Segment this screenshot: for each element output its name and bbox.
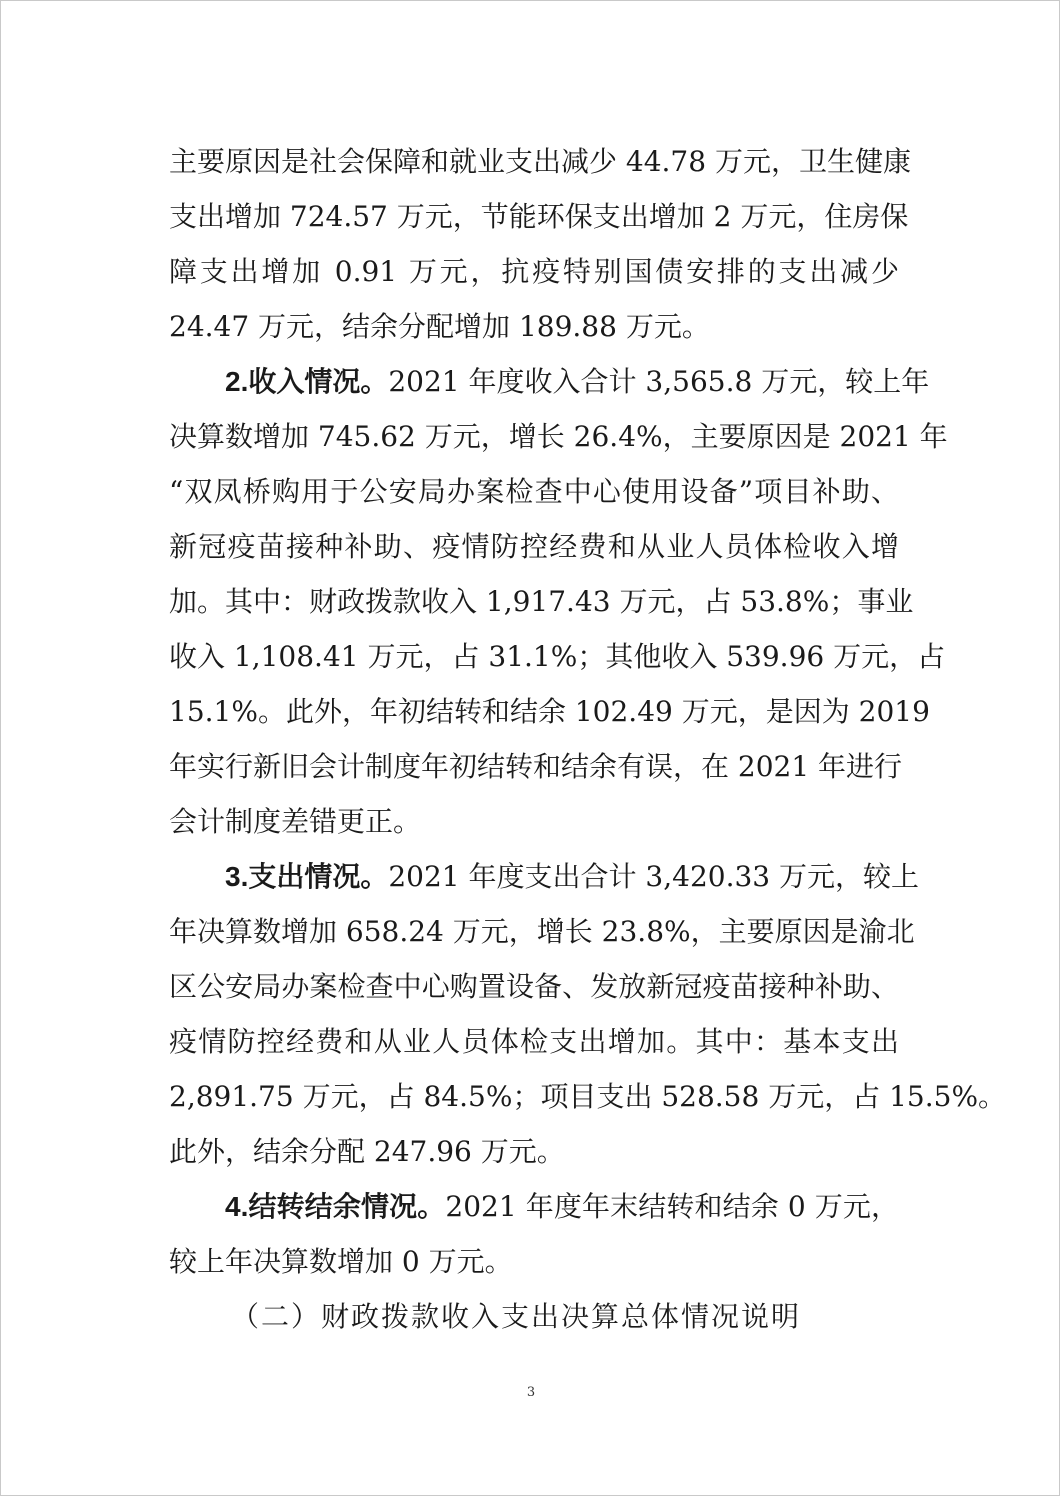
text-span: 2021 年度年末结转和结余 0 万元， [445,1190,900,1223]
text-line: 区公安局办案检查中心购置设备、发放新冠疫苗接种补助、 [169,970,899,1003]
page-number: 3 [526,1385,536,1400]
text-line: 年决算数增加 658.24 万元，增长 23.8%，主要原因是渝北 [169,915,915,948]
text-line: 会计制度差错更正。 [169,805,422,838]
text-line: 障支出增加 0.91 万元，抗疫特别国债安排的支出减少 [169,255,899,288]
paragraph-expenditure [169,854,1007,1184]
section-heading-income: 2.收入情况。 [225,366,389,397]
text-span: 2021 年度收入合计 3,565.8 万元，较上年 [388,365,930,398]
text-line: 较上年决算数增加 0 万元。 [169,1245,513,1278]
text-line: 主要原因是社会保障和就业支出减少 44.78 万元，卫生健康 [169,145,911,178]
text-line: 疫情防控经费和从业人员体检支出增加。其中：基本支出 [169,1025,899,1058]
text-line: 年实行新旧会计制度年初结转和结余有误，在 2021 年进行 [169,750,903,783]
paragraph-expense-reasons [169,139,911,359]
text-line [169,359,930,414]
text-line: 2,891.75 万元，占 84.5%；项目支出 528.58 万元，占 15.5%。 [169,1080,1007,1113]
text-line: 支出增加 724.57 万元，节能环保支出增加 2 万元，住房保 [169,200,909,233]
section-heading-carryover: 4.结转结余情况。 [225,1191,446,1222]
text-line: 24.47 万元，结余分配增加 189.88 万元。 [169,310,710,343]
paragraph-carryover [169,1184,899,1294]
text-line: 收入 1,108.41 万元，占 31.1%；其他收入 539.96 万元，占 [169,640,946,673]
text-line [169,854,920,909]
text-line: 15.1%。此外，年初结转和结余 102.49 万元，是因为 2019 [169,695,930,728]
text-span: 2021 年度支出合计 3,420.33 万元，较上 [388,860,920,893]
text-line: 决算数增加 745.62 万元，增长 26.4%，主要原因是 2021 年 [169,420,948,453]
text-line: 加。其中：财政拨款收入 1,917.43 万元，占 53.8%；事业 [169,585,914,618]
document-body [169,139,1007,1349]
text-line [169,1184,899,1239]
text-line: “双凤桥购用于公安局办案检查中心使用设备”项目补助、 [169,475,899,508]
text-line: 新冠疫苗接种补助、疫情防控经费和从业人员体检收入增 [169,530,899,563]
paragraph-income [169,359,948,854]
section-heading-expenditure: 3.支出情况。 [225,861,389,892]
text-line: 此外，结余分配 247.96 万元。 [169,1135,565,1168]
subsection-title: （二）财政拨款收入支出决算总体情况说明 [231,1300,802,1333]
